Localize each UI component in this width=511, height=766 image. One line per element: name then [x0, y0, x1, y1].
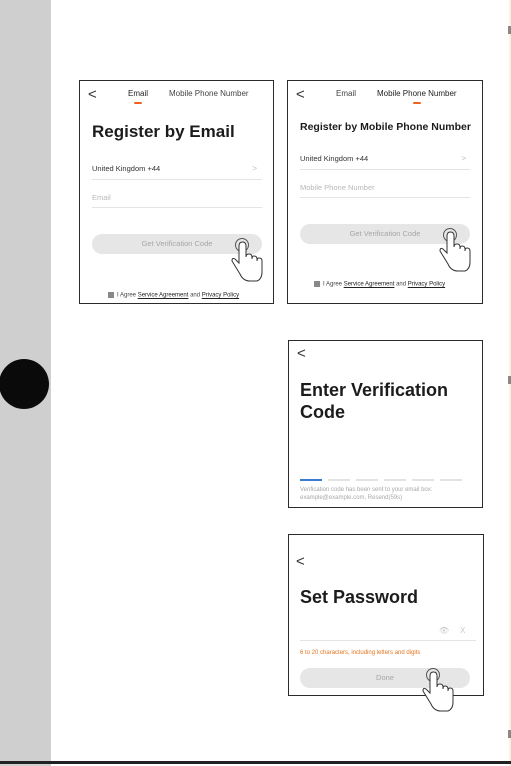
pointing-hand-icon — [230, 237, 266, 285]
tab-email[interactable] — [128, 89, 148, 98]
code-digit-slot — [440, 479, 462, 481]
agree-text: I Agree — [117, 292, 137, 299]
checkbox-icon[interactable] — [314, 281, 320, 287]
tab-mobile-phone[interactable] — [377, 89, 457, 98]
page-title — [300, 379, 448, 423]
done-button[interactable]: Done — [300, 668, 470, 688]
title-line-1: Enter Verification — [300, 380, 449, 400]
back-chevron-icon[interactable]: < — [297, 345, 306, 362]
back-chevron-icon[interactable]: < — [296, 86, 305, 103]
divider — [300, 169, 470, 170]
code-digit-slot — [328, 479, 350, 481]
tab-active-underline — [134, 102, 142, 104]
tab-email-label: Email — [128, 89, 149, 98]
chevron-right-icon: > — [461, 154, 466, 163]
and-text: and — [190, 292, 201, 299]
password-requirement: 6 to 20 characters, including letters and digits — [300, 650, 421, 656]
pointing-hand-icon — [421, 666, 457, 716]
tab-email-label: Email — [336, 89, 357, 98]
phone-number-field[interactable]: Mobile Phone Number — [300, 183, 375, 192]
pointing-hand-icon — [438, 227, 474, 275]
tab-mobile-phone[interactable] — [169, 89, 249, 98]
service-agreement-link[interactable]: Service Agreement — [343, 281, 395, 288]
verification-code-screen — [288, 340, 483, 508]
get-verification-code-button[interactable]: Get Verification Code — [300, 224, 470, 244]
page-title: Register by Email — [92, 122, 235, 141]
hint-line-2: example@example.com, Resend(59s) — [300, 495, 403, 501]
code-digit-slot — [384, 479, 406, 481]
tab-mobile-phone-label: Mobile Phone Number — [377, 89, 457, 98]
phone-underline — [300, 197, 470, 198]
privacy-policy-link[interactable]: Privacy Policy — [201, 292, 240, 299]
step-indicator-dot — [0, 359, 49, 409]
country-selector[interactable] — [300, 154, 474, 163]
page-title: Register by Mobile Phone Number — [300, 121, 471, 133]
page-title: Set Password — [300, 587, 419, 607]
title-line-2: Code — [300, 402, 345, 422]
bottom-rule — [0, 761, 511, 764]
verification-hint — [300, 486, 478, 502]
hint-line-1: Verification code has been sent to your email box: — [300, 487, 433, 493]
checkbox-icon[interactable] — [108, 292, 114, 298]
code-digit-slot — [412, 479, 434, 481]
password-underline — [300, 640, 476, 641]
back-chevron-icon[interactable]: < — [296, 553, 305, 570]
service-agreement-link[interactable]: Service Agreement — [137, 292, 189, 299]
divider — [92, 179, 262, 180]
code-digit-slot — [300, 479, 322, 481]
agree-text: I Agree — [323, 281, 343, 288]
agreement-row — [108, 292, 239, 299]
tab-email[interactable] — [336, 89, 356, 98]
code-digit-slot — [356, 479, 378, 481]
get-verification-code-button[interactable]: Get Verification Code — [92, 234, 262, 254]
back-chevron-icon[interactable]: < — [88, 86, 97, 103]
privacy-policy-link[interactable]: Privacy Policy — [407, 281, 446, 288]
country-selector[interactable] — [92, 164, 265, 173]
tab-active-underline — [413, 102, 421, 104]
country-value: United Kingdom +44 — [92, 164, 161, 173]
chevron-right-icon: > — [252, 164, 257, 173]
country-value: United Kingdom +44 — [300, 154, 369, 163]
clear-icon[interactable]: X — [460, 626, 466, 635]
register-email-screen — [79, 80, 274, 304]
eye-icon[interactable]: 👁 — [439, 626, 450, 635]
email-field[interactable]: Email — [92, 193, 111, 202]
tab-mobile-phone-label: Mobile Phone Number — [169, 89, 249, 98]
email-underline — [92, 207, 262, 208]
and-text: and — [396, 281, 407, 288]
agreement-row — [314, 281, 445, 288]
register-phone-screen — [287, 80, 483, 304]
